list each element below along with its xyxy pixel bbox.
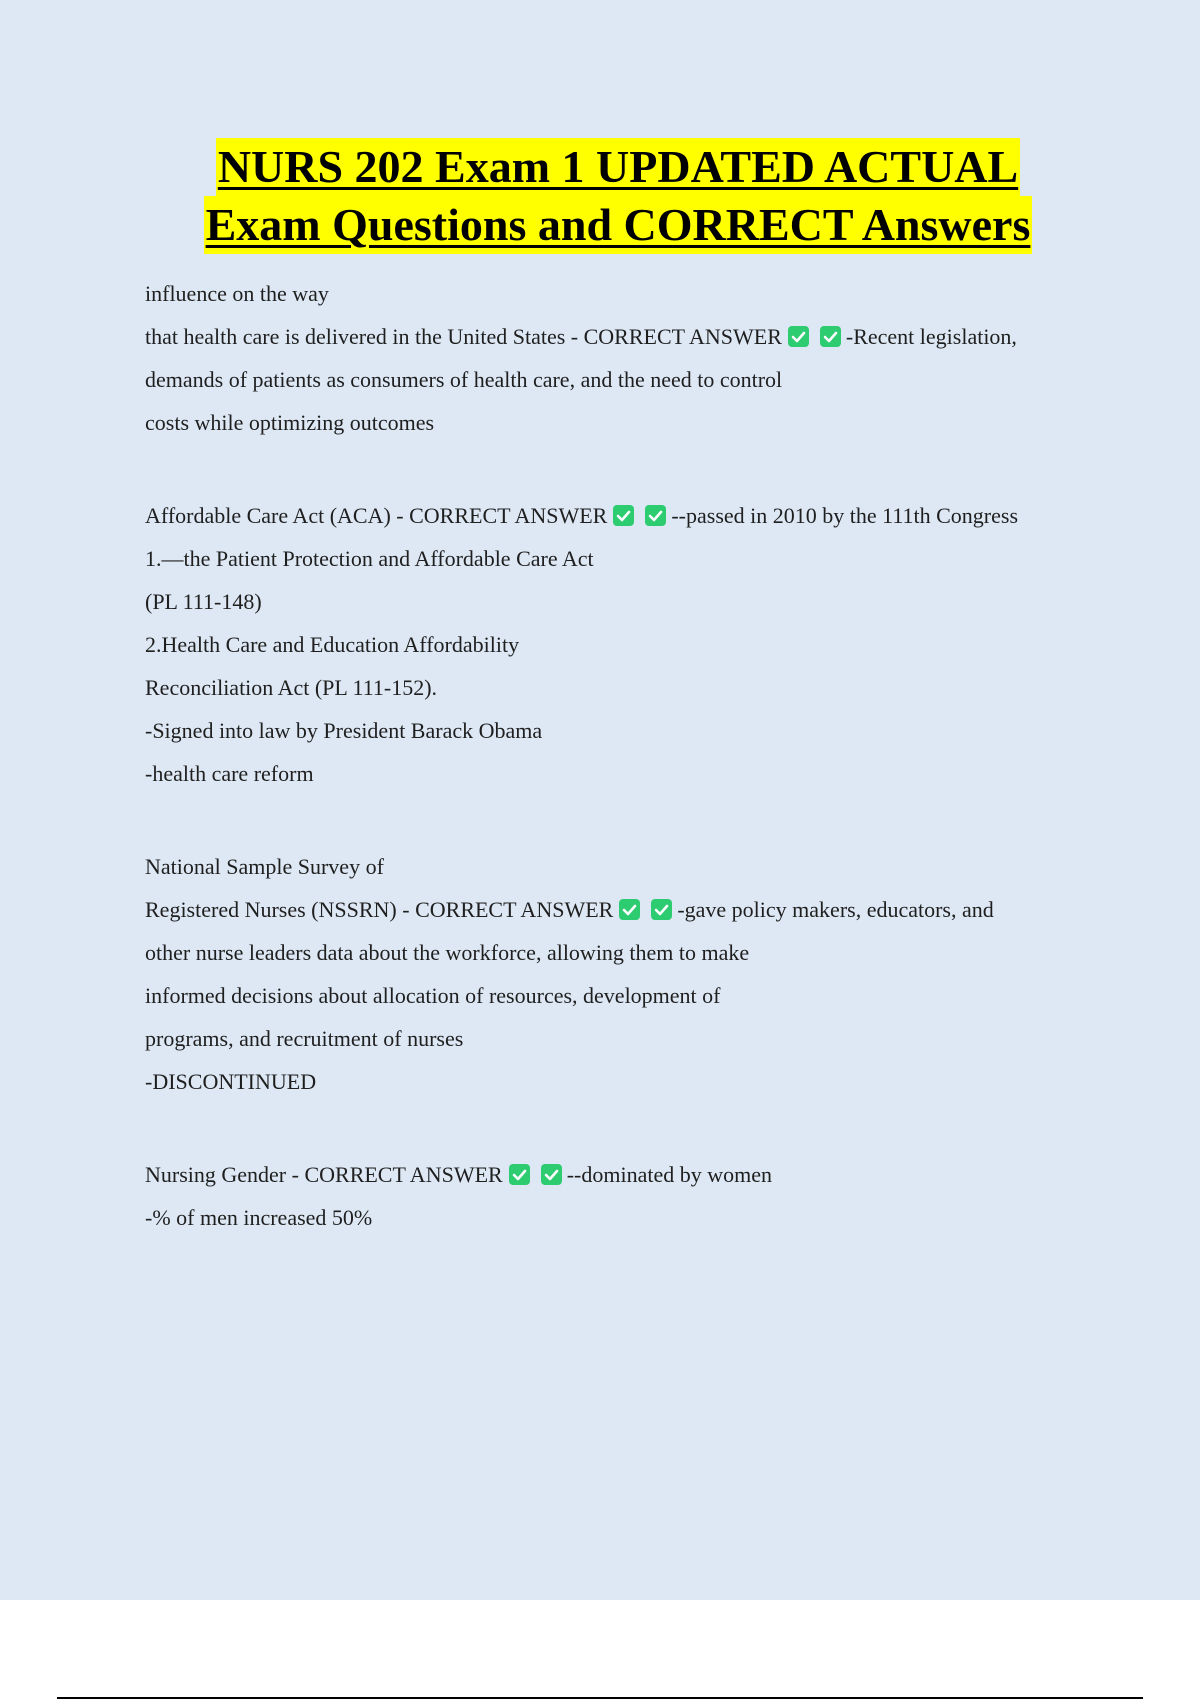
- question-text: Registered Nurses (NSSRN) - CORRECT ANSWER: [145, 897, 614, 922]
- text-line: programs, and recruitment of nurses: [145, 1026, 464, 1051]
- question-line: [145, 500, 1085, 531]
- check-mark-icon: [619, 899, 640, 920]
- check-mark-icon: [541, 1164, 562, 1185]
- text-line: National Sample Survey of: [145, 854, 384, 879]
- check-mark-icon: [509, 1164, 530, 1185]
- text-line: 2.Health Care and Education Affordability: [145, 632, 520, 657]
- text-line: -health care reform: [145, 761, 314, 786]
- check-mark-icon: [788, 326, 809, 347]
- question-text: Nursing Gender - CORRECT ANSWER: [145, 1162, 503, 1187]
- answer-text: -Recent legislation,: [845, 324, 1017, 349]
- text-line: Reconciliation Act (PL 111-152).: [145, 675, 438, 700]
- question-text: that health care is delivered in the United States - CORRECT ANSWER: [145, 324, 782, 349]
- text-line: -% of men increased 50%: [145, 1205, 373, 1230]
- qa-block-affordable-care-act: [145, 500, 1085, 789]
- answer-text: -gave policy makers, educators, and: [677, 897, 994, 922]
- text-line: -DISCONTINUED: [145, 1069, 317, 1094]
- spacer: [145, 450, 1085, 500]
- text-line: demands of patients as consumers of health care, and the need to control: [145, 367, 783, 392]
- check-mark-icon: [613, 505, 634, 526]
- check-mark-icon: [645, 505, 666, 526]
- title-line-1: NURS 202 Exam 1 UPDATED ACTUAL: [216, 138, 1020, 196]
- question-line: [145, 894, 1085, 925]
- spacer: [145, 801, 1085, 851]
- text-line: 1.—the Patient Protection and Affordable Care Act: [145, 546, 594, 571]
- text-line: other nurse leaders data about the workforce, allowing them to make: [145, 940, 750, 965]
- text-line: costs while optimizing outcomes: [145, 410, 435, 435]
- document-title: [0, 138, 1200, 254]
- spacer: [145, 1109, 1085, 1159]
- qa-block-nssrn: [145, 851, 1085, 1097]
- footer-divider: [57, 1697, 1143, 1699]
- qa-block-health-care-delivery: [145, 278, 1085, 438]
- answer-text: --passed in 2010 by the 111th Congress: [671, 503, 1019, 528]
- document-body: [145, 278, 1085, 1245]
- answer-text: --dominated by women: [566, 1162, 772, 1187]
- text-line: informed decisions about allocation of resources, development of: [145, 983, 721, 1008]
- title-line-2: Exam Questions and CORRECT Answers: [204, 196, 1033, 254]
- text-line: (PL 111-148): [145, 589, 262, 614]
- question-line: [145, 1159, 1085, 1190]
- qa-block-nursing-gender: [145, 1159, 1085, 1233]
- check-mark-icon: [651, 899, 672, 920]
- question-line: [145, 321, 1085, 352]
- text-line: -Signed into law by President Barack Obama: [145, 718, 543, 743]
- check-mark-icon: [820, 326, 841, 347]
- question-text: Affordable Care Act (ACA) - CORRECT ANSWER: [145, 503, 608, 528]
- text-line: influence on the way: [145, 281, 329, 306]
